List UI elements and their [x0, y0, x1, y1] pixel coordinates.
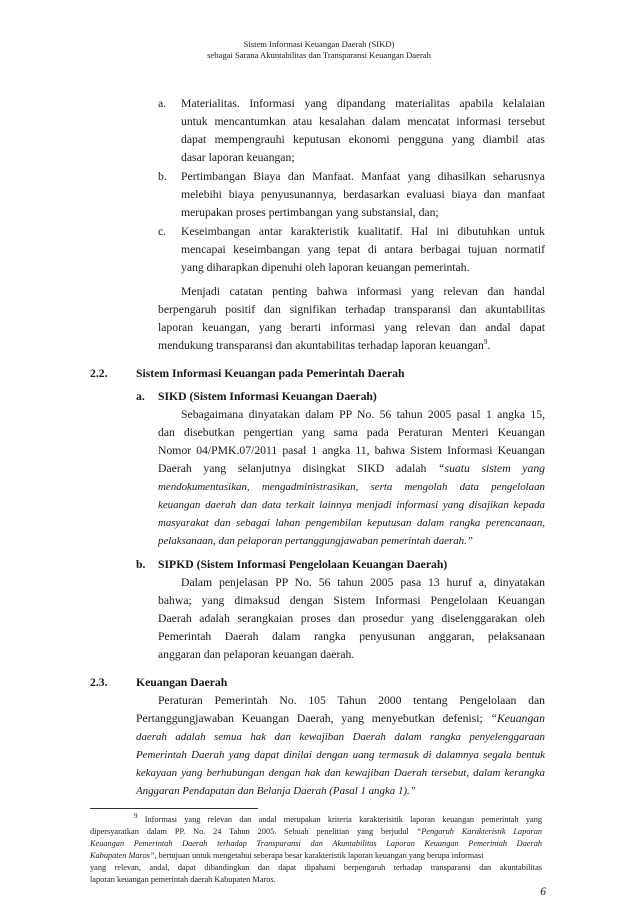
list-item-line: Materialitas. Informasi yang dipandang materialitas apabila kelalaian [181, 97, 545, 110]
list-item-line: Keseimbangan antar karakteristik kualitatif. Hal ini dibutuhkan untuk [181, 225, 545, 238]
paragraph-line: dan disebutkan pengertian yang sama pada Peraturan Menteri Keuangan [158, 426, 545, 439]
paragraph-line: anggaran dan pelaporan keuangan daerah. [158, 648, 355, 661]
list-label: a. [158, 97, 167, 110]
paragraph-line: Nomor 04/PMK.07/2011 pasal 1 angka 11, bahwa Sistem Informasi Keuangan [158, 444, 545, 457]
list-item-line: yang diharapkan dipenuhi oleh laporan keuangan pemerintah. [181, 261, 470, 274]
footnote-line: Keuangan Pemerintah Daerah terhadap Transparansi dan Akuntabilitas Laporan Keuangan Pemerintah Daerah [90, 839, 542, 848]
paragraph-line: bahwa; yang dimaksud dengan Sistem Informasi Pengelolaan Keuangan [158, 594, 545, 607]
list-item-line: mencapai keseimbangan yang tepat di antara berbagai tujuan normatif [181, 243, 545, 256]
quote-line: Anggaran Pendapatan dan Belanja Daerah (Pasal 1 angka 1).” [136, 785, 416, 797]
paragraph-line: Menjadi catatan penting bahwa informasi yang relevan dan handal [181, 285, 545, 298]
paragraph-line: laporan keuangan, yang berarti informasi yang relevan dan andal dapat [158, 321, 545, 334]
quote-line: kekayaan yang berhubungan dengan hak dan kewajiban Daerah tersebut, dalam kerangka [136, 767, 545, 779]
paragraph-line: Daerah adalah serangkaian proses dan prosedur yang diselenggarakan oleh [158, 612, 545, 625]
quote-line: daerah adalah semua hak dan kewajiban Daerah dalam rangka penyelenggaraan [136, 731, 545, 743]
footnote-line: dipersyaratkan dalam PP. No. 24 Tahun 2005. Sebuah penelitian yang berjudul “Pengaruh Karakteristik Laporan [90, 827, 543, 836]
subsection-title: SIPKD (Sistem Informasi Pengelolaan Keuangan Daerah) [158, 558, 448, 571]
footnote-number: 9 [134, 812, 138, 821]
section-title: Keuangan Daerah [136, 676, 228, 689]
footnote-line: yang relevan, andal, dapat dibandingkan dan dapat dipahami berpengaruh terhadap transparansi dan akuntabilitas [90, 863, 542, 872]
paragraph-line: Pemerintah Daerah dalam rangka penyusunan anggaran, pelaksanaan [158, 630, 545, 643]
footnote-line: laporan keuangan pemerintah daerah Kabupaten Maros. [90, 875, 276, 884]
paragraph-line: mendukung transparansi dan akuntabilitas terhadap laporan keuangan$^9$. [158, 338, 491, 352]
paragraph-line: Pertanggungjawaban Keuangan Daerah, yang menyebutkan defenisi; “Keuangan [136, 712, 545, 725]
page-number: 6 [540, 886, 546, 898]
running-header-line1: Sistem Informasi Keuangan Daerah (SIKD) [243, 39, 395, 49]
paragraph-line: Peraturan Pemerintah No. 105 Tahun 2000 tentang Pengelolaan dan [158, 694, 545, 707]
section-number: 2.2. [90, 367, 108, 380]
subsection-label: a. [136, 390, 145, 403]
list-label: c. [158, 225, 167, 238]
list-item-line: untuk mencantumkan atau kesalahan dalam mencatat informasi tersebut [181, 115, 545, 128]
subsection-title: SIKD (Sistem Informasi Keuangan Daerah) [158, 390, 377, 403]
footnote-rule [90, 808, 258, 809]
list-item-line: Pertimbangan Biaya dan Manfaat. Manfaat yang dihasilkan seharusnya [181, 170, 545, 183]
quote-line: Pemerintah Daerah yang dapat dinilai dengan uang termasuk di dalamnya segala bentuk [136, 749, 545, 761]
paragraph-line: Dalam penjelasan PP No. 56 tahun 2005 pasa 13 huruf a, dinyatakan [181, 576, 545, 589]
list-label: b. [158, 170, 167, 183]
paragraph-line: Sebagaimana dinyatakan dalam PP No. 56 tahun 2005 pasal 1 angka 15, [181, 408, 545, 421]
subsection-label: b. [136, 558, 146, 571]
quote-line: keuangan daerah dan data terkait lainnya menjadi informasi yang disajikan kepada [158, 499, 545, 511]
running-header-line2: sebagai Sarana Akuntabilitas dan Transparansi Keuangan Daerah [207, 50, 431, 60]
footnote-ref[interactable]: 9 [483, 338, 488, 347]
quote-line: mendokumentasikan, mengadministrasikan, serta mengolah data pengelolaan [158, 481, 545, 493]
section-title: Sistem Informasi Keuangan pada Pemerintah Daerah [136, 367, 405, 380]
paragraph-line: Daerah yang selanjutnya disingkat SIKD adalah “suatu sistem yang [158, 462, 546, 475]
list-item-line: merupakan proses pertimbangan yang substansial, dan; [181, 206, 439, 219]
quote-line: masyarakat dan sebagai lahan pengembilan keputusan dalam rangka perencanaan, [158, 517, 545, 529]
quote-line: pelaksanaan, dan pelaporan pertanggungjawaban pemerintah daerah.” [158, 535, 473, 547]
list-item-line: melebihi biaya penyusunannya, berdasarkan evaluasi biaya dan manfaat [181, 188, 545, 201]
footnote-line: $^9$ Informasi yang relevan dan andal merupakan kriteria karakterisitik laporan keuangan pemerintah yang [134, 812, 543, 824]
list-item-line: dapat mempengrauhi keputusan ekonomi pengguna yang diambil atas [181, 133, 545, 146]
paragraph-line: berpengaruh positif dan signifikan terhadap transparansi dan akuntabilitas [158, 303, 545, 316]
footnote-line: Kabupaten Maros”, bertujuan untuk mengetahui seberapa besar karakteristik laporan keuangan yang berupa informasi [90, 851, 484, 860]
section-number: 2.3. [90, 676, 108, 689]
list-item-line: dasar laporan keuangan; [181, 151, 295, 164]
